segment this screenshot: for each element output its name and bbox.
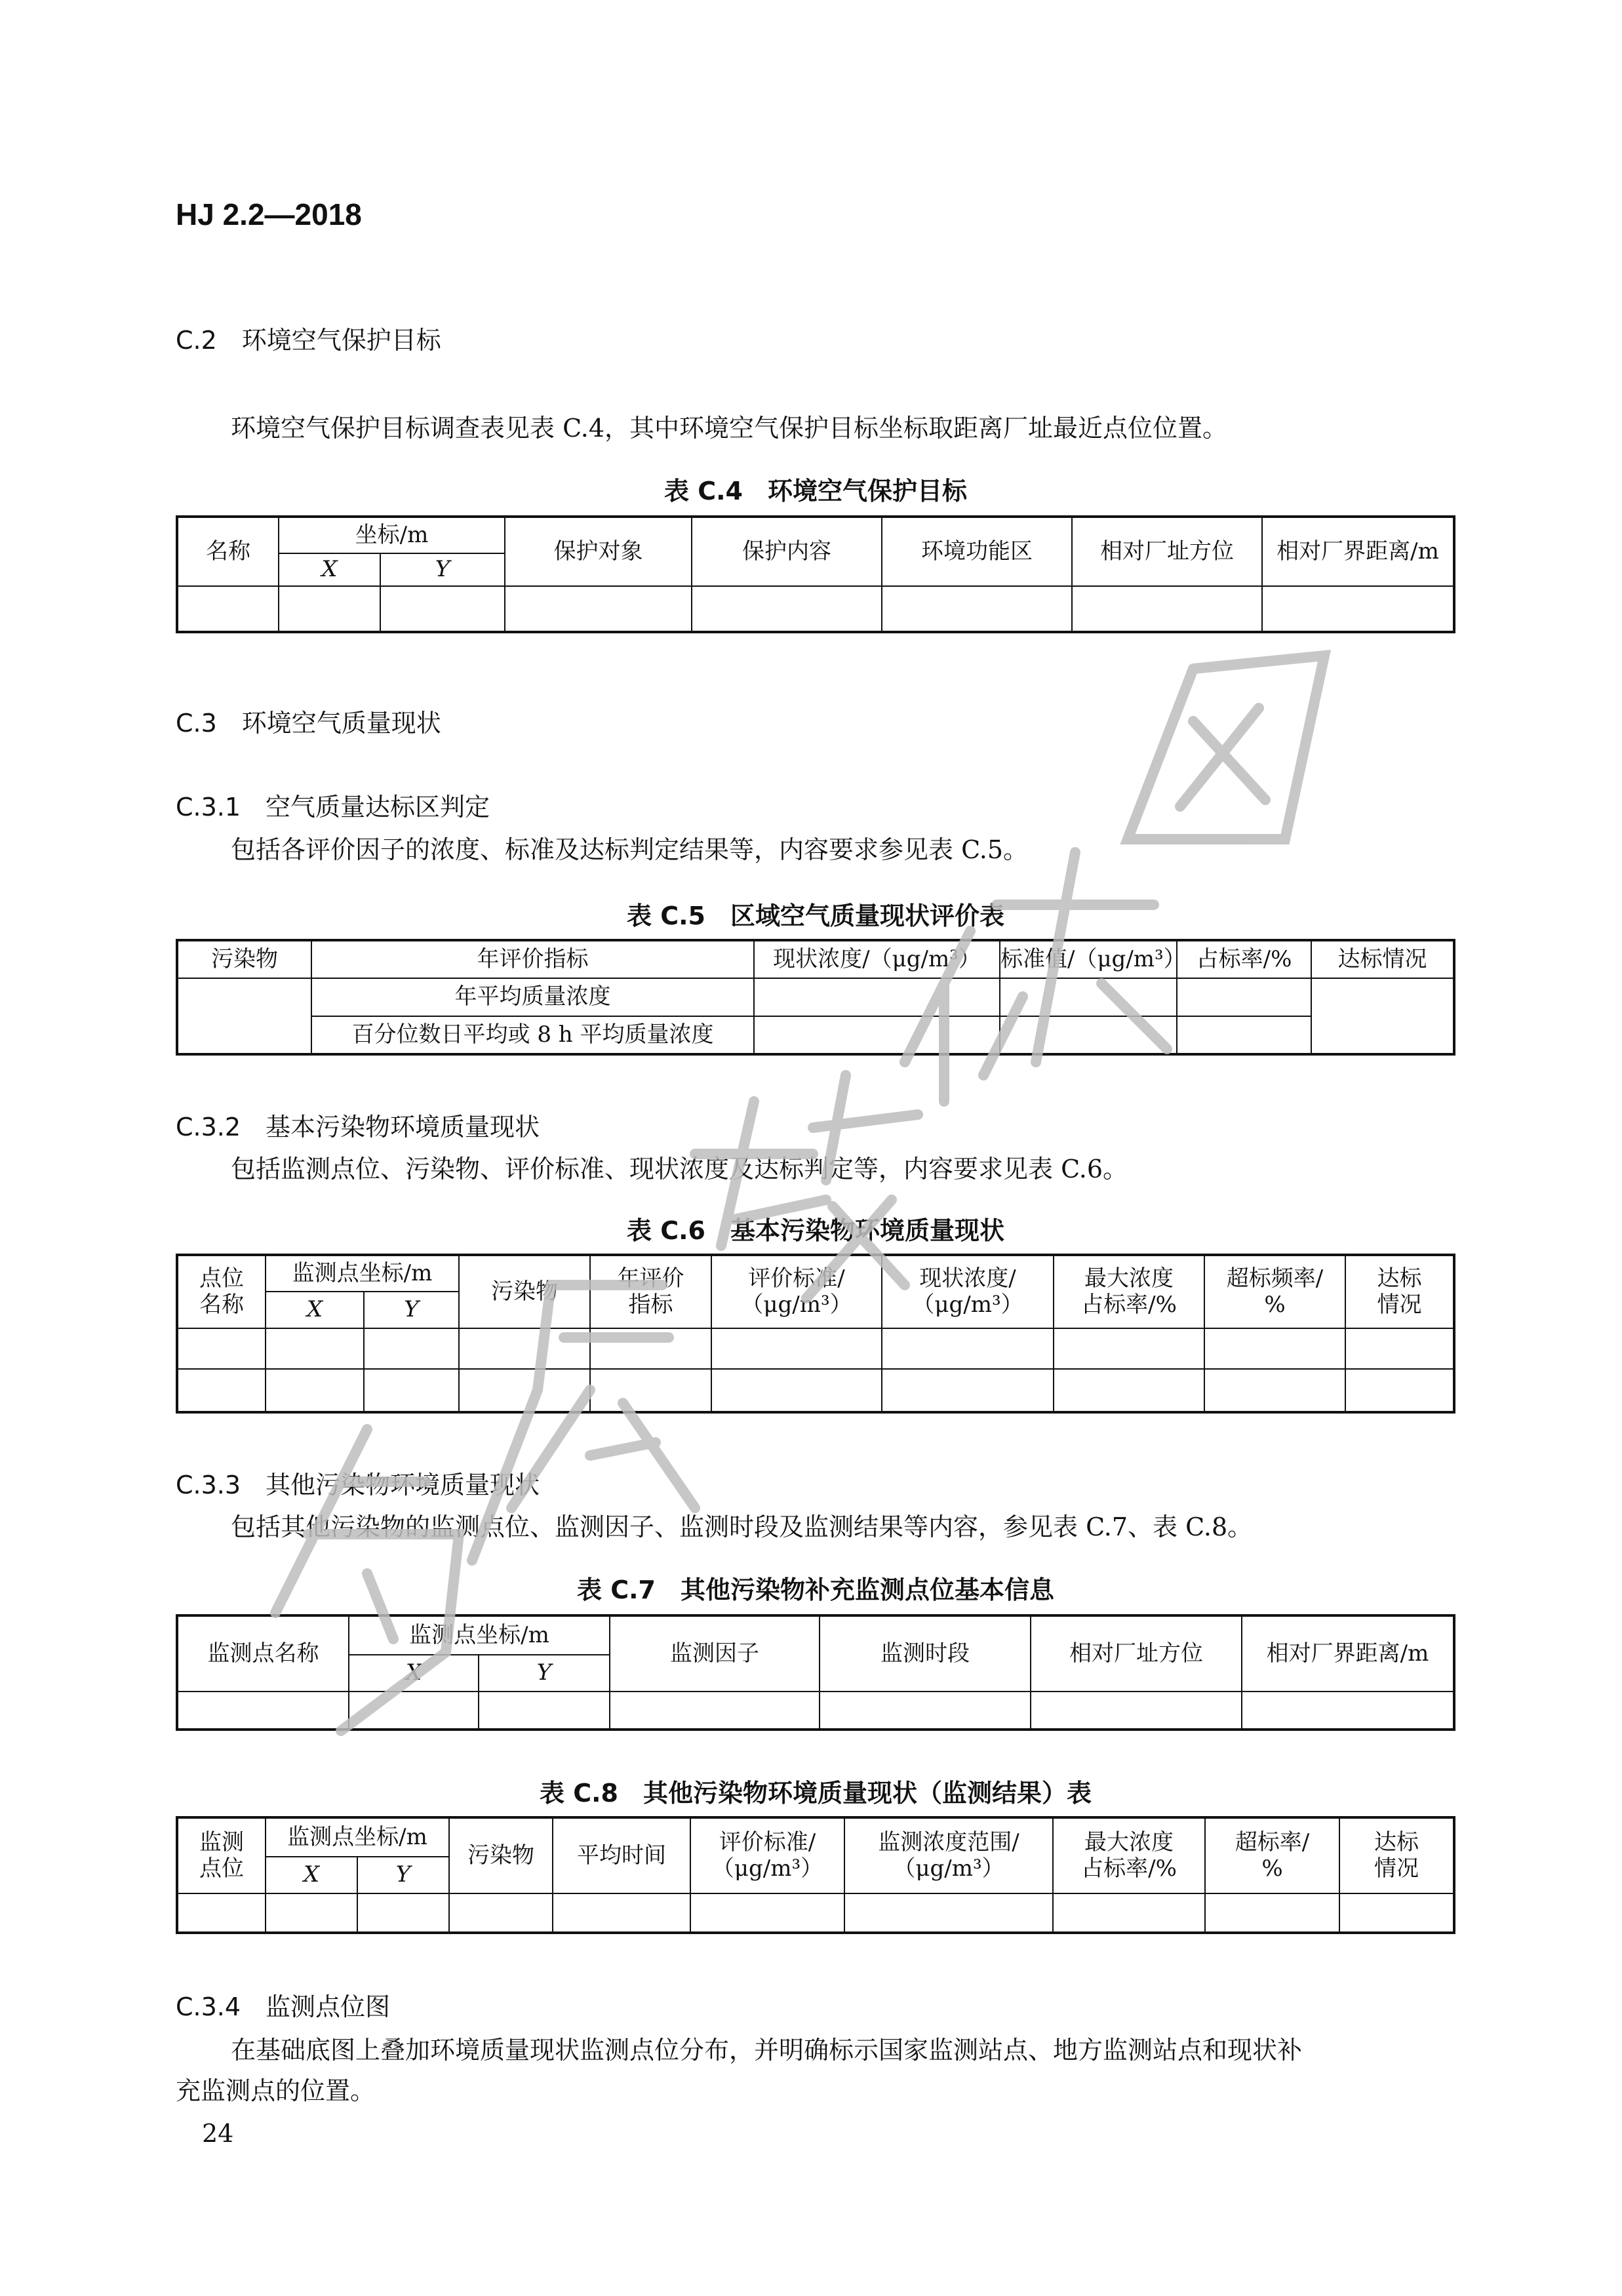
table-row: [177, 1016, 1454, 1054]
header-distance: 相对厂界距离/m: [1262, 517, 1454, 586]
section-c33-title: C.3.3 其他污染物环境质量现状: [176, 1471, 540, 1499]
header-avg: 平均时间: [553, 1817, 690, 1893]
header-name: 监测点名称: [177, 1615, 349, 1692]
table-row: [177, 978, 1454, 1016]
table-c4: [176, 515, 1455, 633]
table-c7-caption: 表 C.7 其他污染物补充监测点位基本信息: [577, 1575, 1054, 1604]
header-x: X: [349, 1655, 479, 1692]
section-c31-title: C.3.1 空气质量达标区判定: [176, 793, 490, 821]
table-c4-caption: 表 C.4 环境空气保护目标: [664, 477, 967, 505]
section-c3-title: C.3 环境空气质量现状: [176, 709, 441, 738]
header-coord: 监测点坐标/m: [266, 1255, 459, 1292]
header-status: 达标 情况: [1339, 1817, 1454, 1893]
header-pollutant: 污染物: [459, 1255, 590, 1328]
header-status: 达标情况: [1311, 940, 1454, 978]
header-status: 达标 情况: [1345, 1255, 1454, 1328]
table-c5: [176, 939, 1455, 1056]
table-c7: [176, 1614, 1455, 1731]
header-exceed: 超标率/ %: [1205, 1817, 1339, 1893]
header-max: 最大浓度 占标率/%: [1053, 1817, 1205, 1893]
section-c31-paragraph: 包括各评价因子的浓度、标准及达标判定结果等，内容要求参见表 C.5。: [231, 835, 1029, 864]
header-std: 评价标准/ （μg/m³）: [711, 1255, 882, 1328]
header-max: 最大浓度 占标率/%: [1054, 1255, 1204, 1328]
header-name: 名称: [177, 517, 279, 586]
table-row: [177, 1692, 1454, 1730]
header-range: 监测浓度范围/ （μg/m³）: [844, 1817, 1053, 1893]
page-number: 24: [202, 2119, 234, 2148]
header-x: X: [266, 1857, 357, 1893]
section-c2-paragraph: 环境空气保护目标调查表见表 C.4，其中环境空气保护目标坐标取距离厂址最近点位位置。: [231, 414, 1228, 443]
header-y: Y: [364, 1292, 459, 1328]
header-site: 监测 点位: [177, 1817, 266, 1893]
table-row: [177, 1369, 1454, 1412]
table-c8: [176, 1816, 1455, 1934]
section-c34-title: C.3.4 监测点位图: [176, 1992, 391, 2021]
header-direction: 相对厂址方位: [1072, 517, 1262, 586]
header-x: X: [266, 1292, 364, 1328]
header-std: 评价标准/ （μg/m³）: [690, 1817, 844, 1893]
header-pollutant: 污染物: [177, 940, 311, 978]
header-site: 点位 名称: [177, 1255, 266, 1328]
section-c34-paragraph-line1: 在基础底图上叠加环境质量现状监测点位分布，并明确标示国家监测站点、地方监测站点和现状补: [231, 2036, 1303, 2065]
table-row: [177, 1893, 1454, 1933]
header-content: 保护内容: [692, 517, 882, 586]
table-c6-caption: 表 C.6 基本污染物环境质量现状: [627, 1216, 1004, 1245]
row-percentile: 百分位数日平均或 8 h 平均质量浓度: [311, 1016, 754, 1054]
header-std: 标准值/（μg/m³）: [1000, 940, 1177, 978]
header-exceed: 超标频率/ %: [1204, 1255, 1345, 1328]
header-period: 监测时段: [820, 1615, 1031, 1692]
header-ratio: 占标率/%: [1177, 940, 1311, 978]
header-y: Y: [479, 1655, 610, 1692]
section-c2-title: C.2 环境空气保护目标: [176, 326, 441, 355]
section-c34-paragraph-line2: 充监测点的位置。: [176, 2076, 376, 2105]
section-c33-paragraph: 包括其他污染物的监测点位、监测因子、监测时段及监测结果等内容，参见表 C.7、表 C.8。: [231, 1513, 1253, 1541]
header-index: 年评价指标: [311, 940, 754, 978]
table-row: [177, 586, 1454, 632]
table-c8-caption: 表 C.8 其他污染物环境质量现状（监测结果）表: [540, 1779, 1092, 1808]
header-zone: 环境功能区: [882, 517, 1072, 586]
header-conc: 现状浓度/（μg/m³）: [754, 940, 1000, 978]
table-c6: [176, 1254, 1455, 1414]
header-x: X: [279, 553, 380, 586]
header-y: Y: [357, 1857, 449, 1893]
header-factor: 监测因子: [610, 1615, 820, 1692]
header-object: 保护对象: [505, 517, 692, 586]
header-coord: 坐标/m: [279, 517, 505, 553]
standard-number: HJ 2.2—2018: [176, 197, 362, 231]
header-distance: 相对厂界距离/m: [1242, 1615, 1454, 1692]
section-c32-paragraph: 包括监测点位、污染物、评价标准、现状浓度及达标判定等，内容要求见表 C.6。: [231, 1155, 1128, 1183]
header-coord: 监测点坐标/m: [266, 1817, 449, 1857]
table-c5-caption: 表 C.5 区域空气质量现状评价表: [627, 901, 1004, 930]
header-pollutant: 污染物: [449, 1817, 553, 1893]
table-row: [177, 1328, 1454, 1369]
header-direction: 相对厂址方位: [1031, 1615, 1242, 1692]
header-conc: 现状浓度/ （μg/m³）: [882, 1255, 1054, 1328]
row-annual-avg: 年平均质量浓度: [311, 978, 754, 1016]
header-coord: 监测点坐标/m: [349, 1615, 610, 1655]
header-y: Y: [380, 553, 505, 586]
section-c32-title: C.3.2 基本污染物环境质量现状: [176, 1113, 540, 1141]
header-index: 年评价 指标: [590, 1255, 711, 1328]
